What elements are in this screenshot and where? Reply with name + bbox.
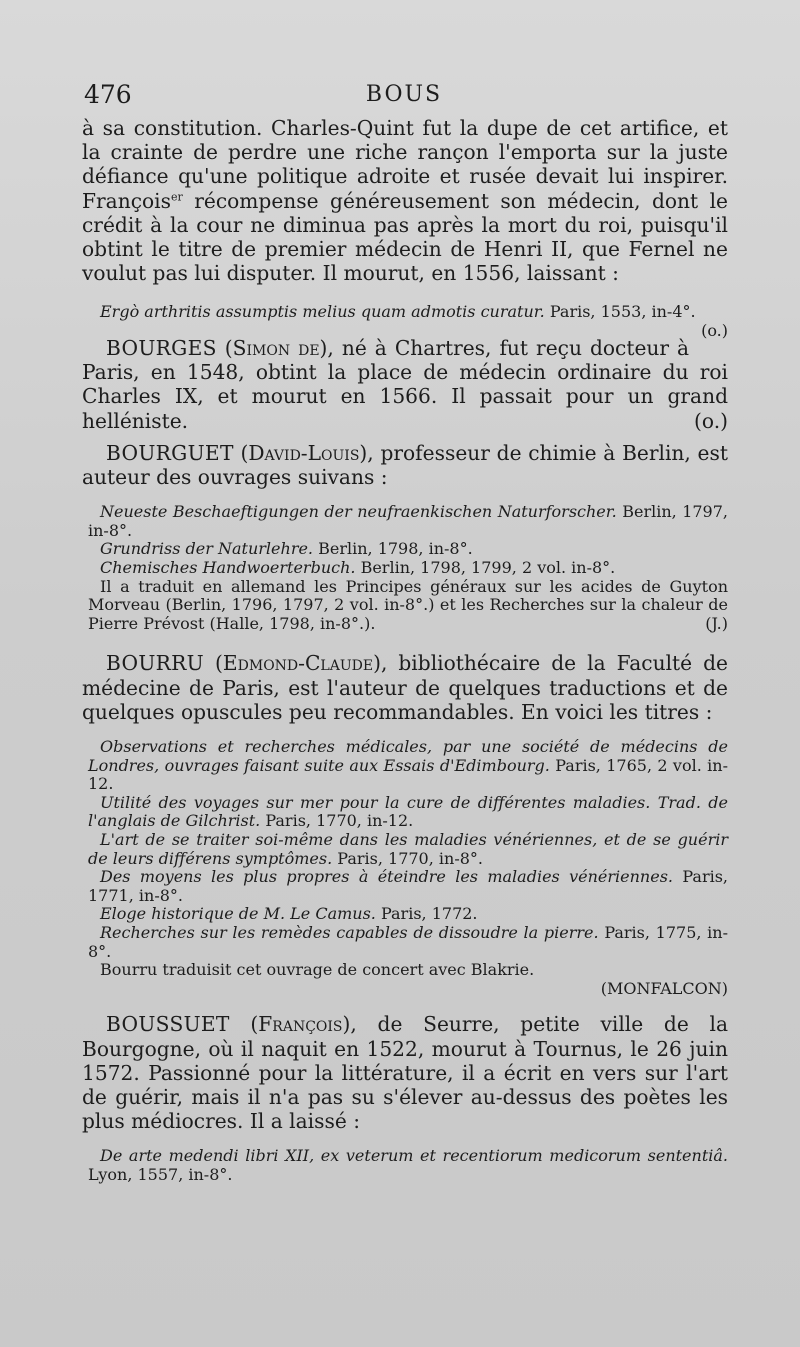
work-citation: Neueste Beschaeftigungen der neufraenkischen Naturforscher. Berlin, 1797, in-8°. bbox=[88, 502, 728, 540]
work-citation: L'art de se traiter soi-même dans les maladies vénériennes, et de se guérir de leurs différens symptômes. Paris, 1770, in-8°. bbox=[88, 829, 728, 868]
entry-note: Il a traduit en allemand les Principes généraux sur les acides de Guyton Morveau (Berlin, 1796, 1797, 2 vol. in-8°.) et les Recherches sur la chaleur de Pierre Prévost (Halle, 1798, in-8°.). (J.) bbox=[88, 576, 728, 633]
entry-name: BOUSSUET bbox=[106, 1012, 230, 1037]
work-citation: Des moyens les plus propres à éteindre les maladies vénériennes. Paris, 1771, in-8°. bbox=[88, 867, 729, 905]
entry-name: BOURGUET bbox=[106, 440, 234, 465]
entry-bourges: BOURGES (Simon de), né à Chartres, fut reçu docteur à Paris, en 1548, obtint la place de médecin ordinaire du roi Charles IX, et mourut en 1566. Il passait pour un grand helléniste. (o.) bbox=[82, 336, 728, 433]
entry-boussuet: BOUSSUET (François), de Seurre, petite ville de la Bourgogne, où il naquit en 1522, mourut à Tournus, le 26 juin 1572. Passionné pour la littérature, il a écrit en vers sur l'art de guérir, mais il n'a pas su s'élever au-dessus des poètes les plus médiocres. Il a laissé : bbox=[82, 1012, 728, 1134]
work-citation: Eloge historique de M. Le Camus. Paris, 1772. bbox=[100, 904, 478, 924]
entry-author: (J.) bbox=[705, 613, 728, 633]
entry-forename: (David-Louis) bbox=[240, 440, 368, 465]
entry-name: BOURGES bbox=[106, 336, 217, 361]
work-citation: De arte medendi libri XII, ex veterum et recentiorum medicorum sententiâ. Lyon, 1557, in-8°. bbox=[88, 1146, 728, 1184]
entry-forename: (François) bbox=[250, 1012, 351, 1037]
entry-forename: (Edmond-Claude) bbox=[215, 651, 381, 676]
entry-author: (o.) bbox=[701, 321, 728, 341]
entry-bourguet: BOURGUET (David-Louis), professeur de chimie à Berlin, est auteur des ouvrages suivans : bbox=[82, 440, 728, 490]
superscript-er: er bbox=[170, 189, 183, 203]
entry-author: (o.) bbox=[694, 408, 728, 433]
text-block bbox=[82, 116, 728, 1185]
work-citation: Chemisches Handwoerterbuch. Berlin, 1798, 1799, 2 vol. in-8°. bbox=[100, 558, 616, 578]
entry-name: BOURRU bbox=[106, 651, 204, 676]
work-citation: Observations et recherches médicales, par une société de médecins de Londres, ouvrages faisant suite aux Essais d'Edimbourg. Paris, 1765, 2 vol. in-12. bbox=[88, 737, 728, 794]
work-citation: Grundriss der Naturlehre. Berlin, 1798, in-8°. bbox=[100, 539, 473, 559]
continued-paragraph: à sa constitution. Charles-Quint fut la dupe de cet artifice, et la crainte de perdre une riche rançon l'emporta sur la juste défiance qu'une politique adroite et rusée devait lui inspirer. François$^{er}$ récompense généreusement son médecin, dont le crédit à la cour ne diminua pas après la mort du roi, puisqu'il obtint le titre de premier médecin de Henri II, que Fernel ne voulut pas lui disputer. Il mourut, en 1556, laissant : bbox=[82, 116, 729, 286]
work-citation: Ergò arthritis assumptis melius quam admotis curatur. Paris, 1553, in-4°. (o.) bbox=[100, 302, 728, 341]
work-citation: Utilité des voyages sur mer pour la cure de différentes maladies. Trad. de l'anglais de Gilchrist. Paris, 1770, in-12. bbox=[88, 792, 728, 831]
running-head: BOUS bbox=[365, 82, 443, 107]
entry-author: (MONFALCON) bbox=[600, 978, 728, 998]
entry-bourru: BOURRU (Edmond-Claude), bibliothécaire de la Faculté de médecine de Paris, est l'auteur de quelques traductions et de quelques opuscules peu recommandables. En voici les titres : bbox=[82, 651, 729, 724]
page-header bbox=[84, 80, 724, 114]
work-citation: Recherches sur les remèdes capables de dissoudre la pierre. Paris, 1775, in-8°. bbox=[88, 922, 729, 961]
entry-note: Bourru traduisit cet ouvrage de concert avec Blakrie. bbox=[100, 960, 535, 980]
page-number: 476 bbox=[84, 80, 132, 109]
entry-forename: (Simon de) bbox=[224, 336, 328, 361]
